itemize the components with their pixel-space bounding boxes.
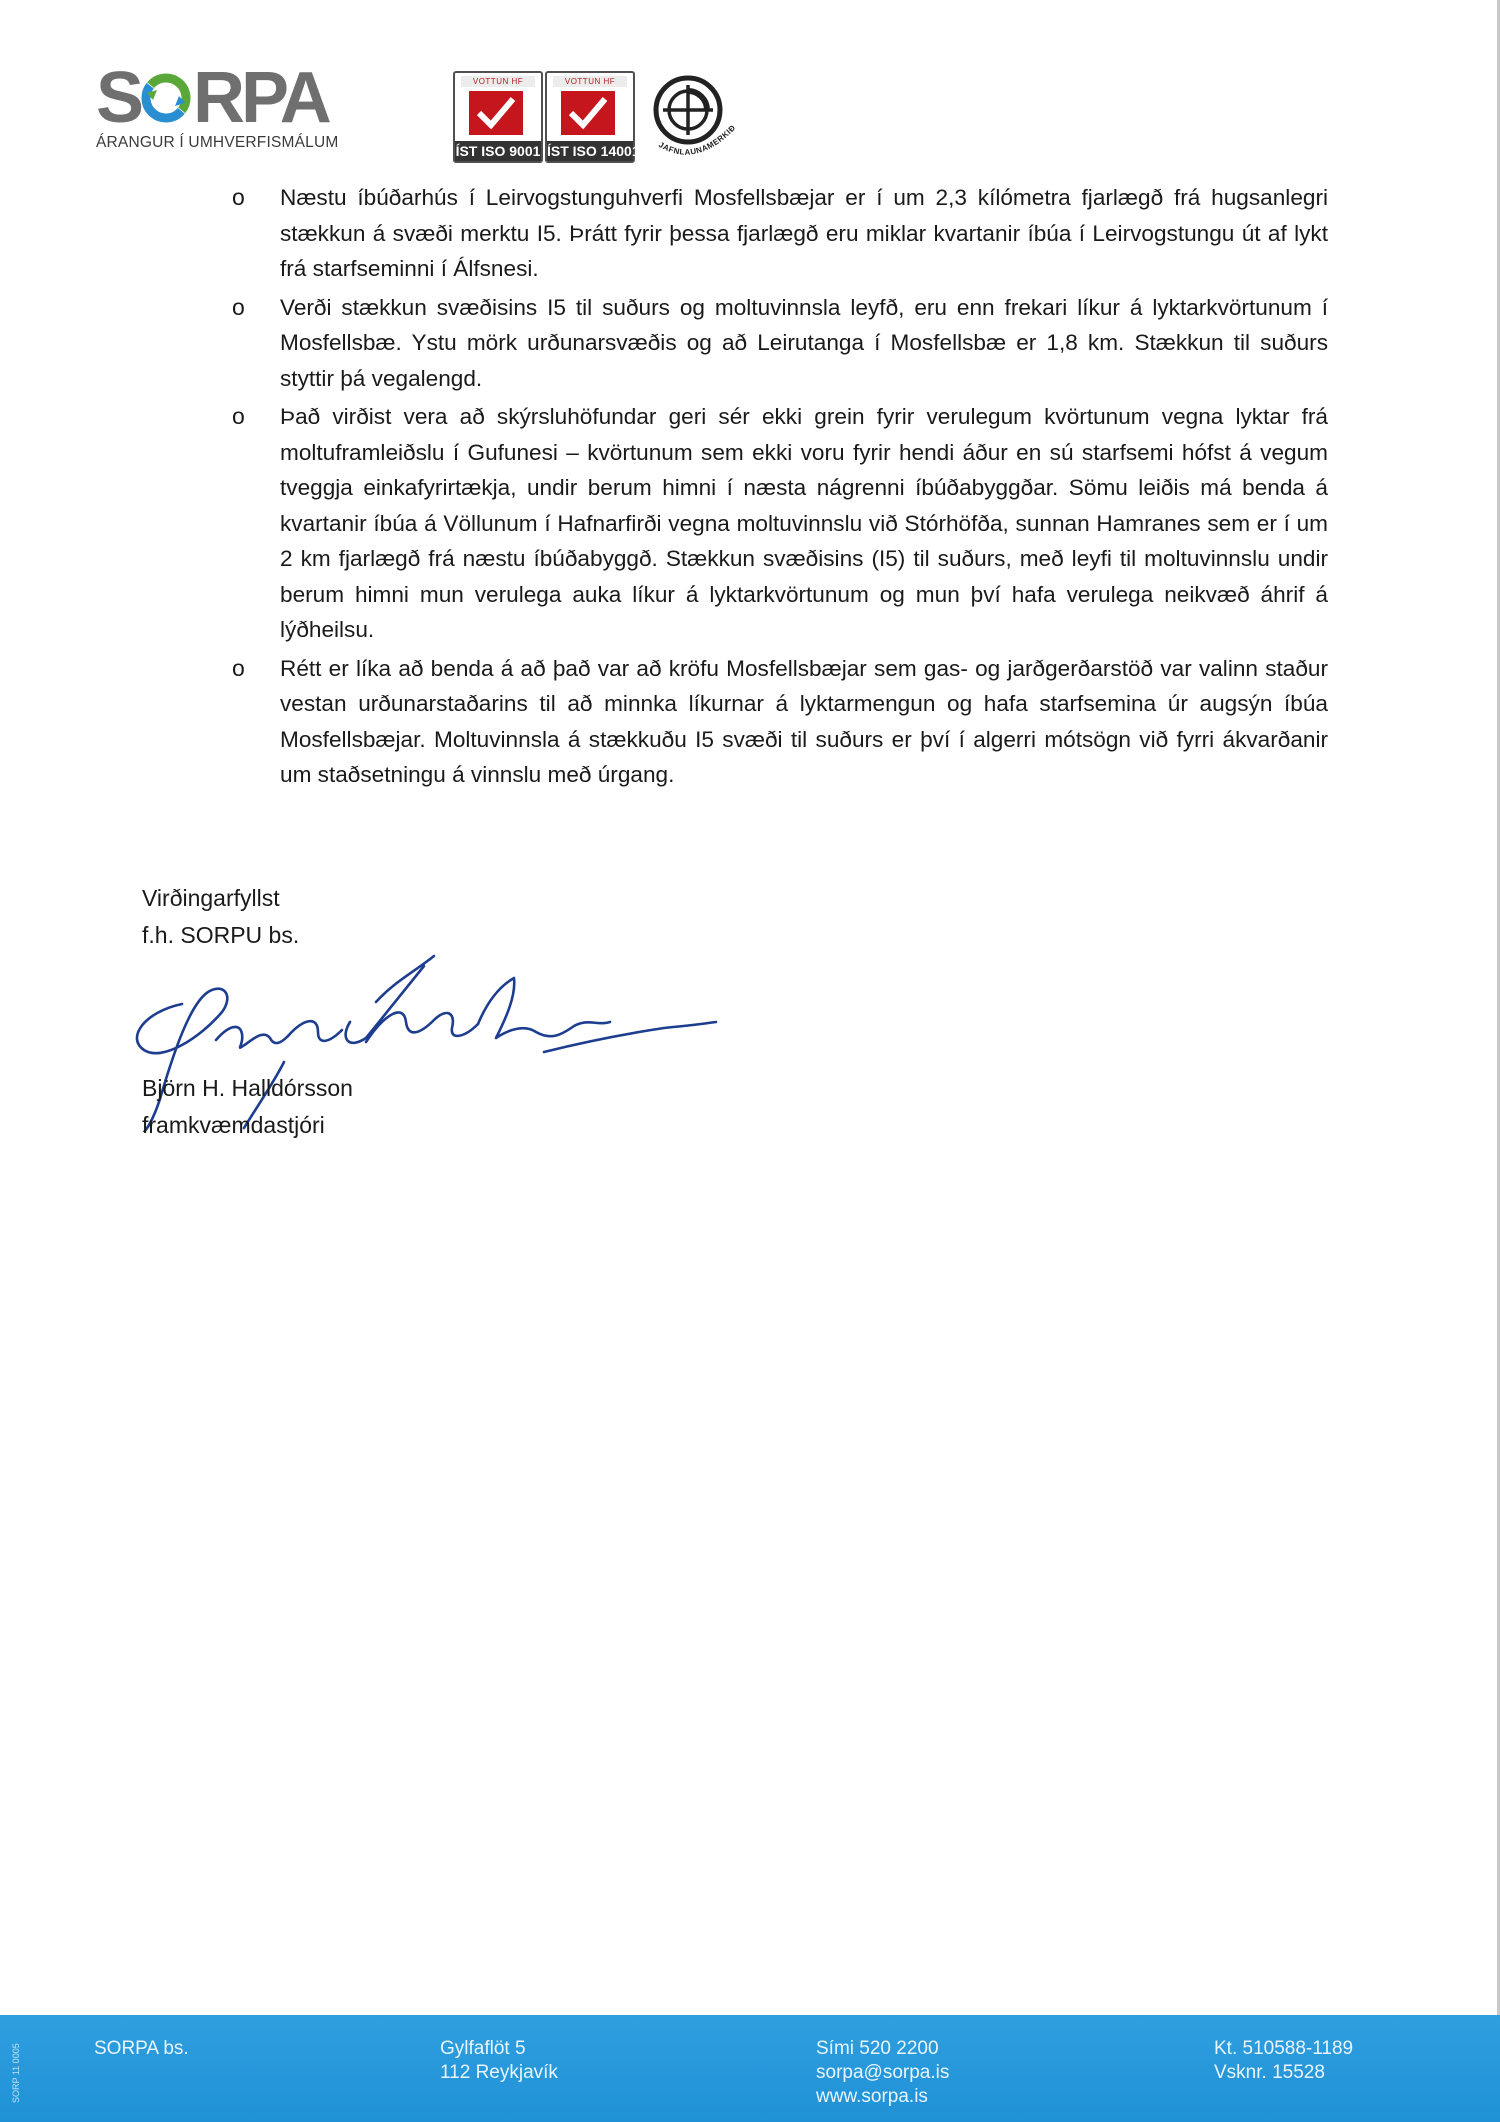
- cert-label: ÍST ISO 9001: [455, 143, 541, 159]
- letter-body: [232, 180, 1328, 796]
- street-address: Gylfaflöt 5: [440, 2038, 526, 2059]
- checkmark-icon: [561, 91, 615, 135]
- bullet-item: [232, 180, 1328, 287]
- company-name: SORPA bs.: [94, 2038, 189, 2059]
- bullet-list: [232, 180, 1328, 793]
- closing-org: f.h. SORPU bs.: [142, 922, 300, 948]
- bullet-text: Rétt er líka að benda á að það var að kröfu Mosfellsbæjar sem gas- og jarðgerðarstöð var valinn staður vestan urðunarstaðarins til að minnka líkurnar á lyktarmengun og hafa starfsemina úr augsýn íbúa Mosfellsbæjar. Moltuvinnsla á stækkuðu I5 svæði til suðurs er því í algerri mótsögn við fyrri ákvarðanir um staðsetningu á vinnslu með úrgang.: [280, 655, 1328, 787]
- closing-greeting: Virðingarfyllst: [142, 885, 280, 911]
- bullet-item: [232, 399, 1328, 648]
- bullet-marker: o: [232, 654, 245, 681]
- phone: Sími 520 2200: [816, 2038, 939, 2059]
- cert-label: ÍST ISO 14001: [547, 143, 640, 159]
- bullet-item: [232, 651, 1328, 793]
- footer-contact: [816, 2037, 949, 2109]
- footer-registration: [1214, 2037, 1353, 2085]
- footer-address: [440, 2037, 558, 2085]
- logo-letter-s: S: [96, 58, 141, 138]
- bullet-text: Næstu íbúðarhús í Leirvogstunguhverfi Mosfellsbæjar er í um 2,3 kílómetra fjarlægð frá hugsanlegri stækkun á svæði merktu I5. Þrátt fyrir þessa fjarlægð eru miklar kvartanir íbúa í Leirvogstungu út af lykt frá starfseminni í Álfsnesi.: [280, 185, 1328, 281]
- iso-9001-badge: [453, 71, 543, 163]
- logo-letters-rpa: RPA: [193, 58, 328, 138]
- sorpa-logo: [96, 58, 361, 152]
- equal-pay-seal-icon: [648, 72, 744, 168]
- iso-14001-badge: [545, 71, 640, 163]
- recycle-swirl-icon: [141, 70, 191, 126]
- cert-top-label: VOTTUN HF: [461, 76, 535, 87]
- bullet-marker: o: [232, 403, 245, 429]
- bullet-marker: o: [232, 293, 245, 320]
- seal-text: JAFNLAUNAMERKIÐ: [657, 123, 738, 157]
- bullet-marker: o: [232, 184, 245, 210]
- footer-company: [94, 2037, 189, 2061]
- bullet-text: Verði stækkun svæðisins I5 til suðurs og moltuvinnsla leyfð, eru enn frekari líkur á lyktarkvörtunum í Mosfellsbæ. Ystu mörk urðunarsvæðis og að Leirutanga í Mosfellsbæ er 1,8 km. Stækkun til suðurs styttir þá vegalengd.: [280, 294, 1328, 391]
- footer-bar: [0, 2015, 1500, 2122]
- city: 112 Reykjavík: [440, 2062, 558, 2083]
- bullet-text: Það virðist vera að skýrsluhöfundar geri sér ekki grein fyrir verulegum kvörtunum vegna lyktar frá moltuframleiðslu í Gufunesi – kvörtunum sem ekki voru fyrir hendi áður en sú starfsemi hófst á vegum tveggja einkafyrirtækja, undir berum himni í næsta nágrenni íbúðabyggðar. Sömu leiðis má benda á kvartanir íbúa á Völlunum í Hafnarfirði vegna moltuvinnslu við Stórhöfða, sunnan Hamranes sem er í um 2 km fjarlægð frá næstu íbúðabyggð. Stækkun svæðisins (I5) til suðurs, með leyfi til moltuvinnslu undir berum himni mun verulega auka líkur á lyktarkvörtunum og mun því hafa verulega neikvæð áhrif á lýðheilsu.: [280, 404, 1328, 642]
- vat-number: Vsknr. 15528: [1214, 2062, 1325, 2083]
- signer-name: Björn H. Halldórsson: [142, 1075, 353, 1101]
- logo-tagline: ÁRANGUR Í UMHVERFISMÁLUM: [96, 134, 339, 151]
- bullet-item: [232, 290, 1328, 397]
- sorpa-logo-wordmark: [96, 58, 361, 138]
- company-id: Kt. 510588-1189: [1214, 2038, 1354, 2059]
- signer-block: [142, 1070, 353, 1144]
- footer-doc-code: SORP 11 0005: [11, 2043, 21, 2103]
- signer-title: framkvæmdastjóri: [142, 1112, 325, 1138]
- cert-top-label: VOTTUN HF: [553, 76, 627, 87]
- email-link[interactable]: sorpa@sorpa.is: [816, 2062, 950, 2083]
- website-link[interactable]: www.sorpa.is: [816, 2086, 928, 2107]
- checkmark-icon: [469, 91, 523, 135]
